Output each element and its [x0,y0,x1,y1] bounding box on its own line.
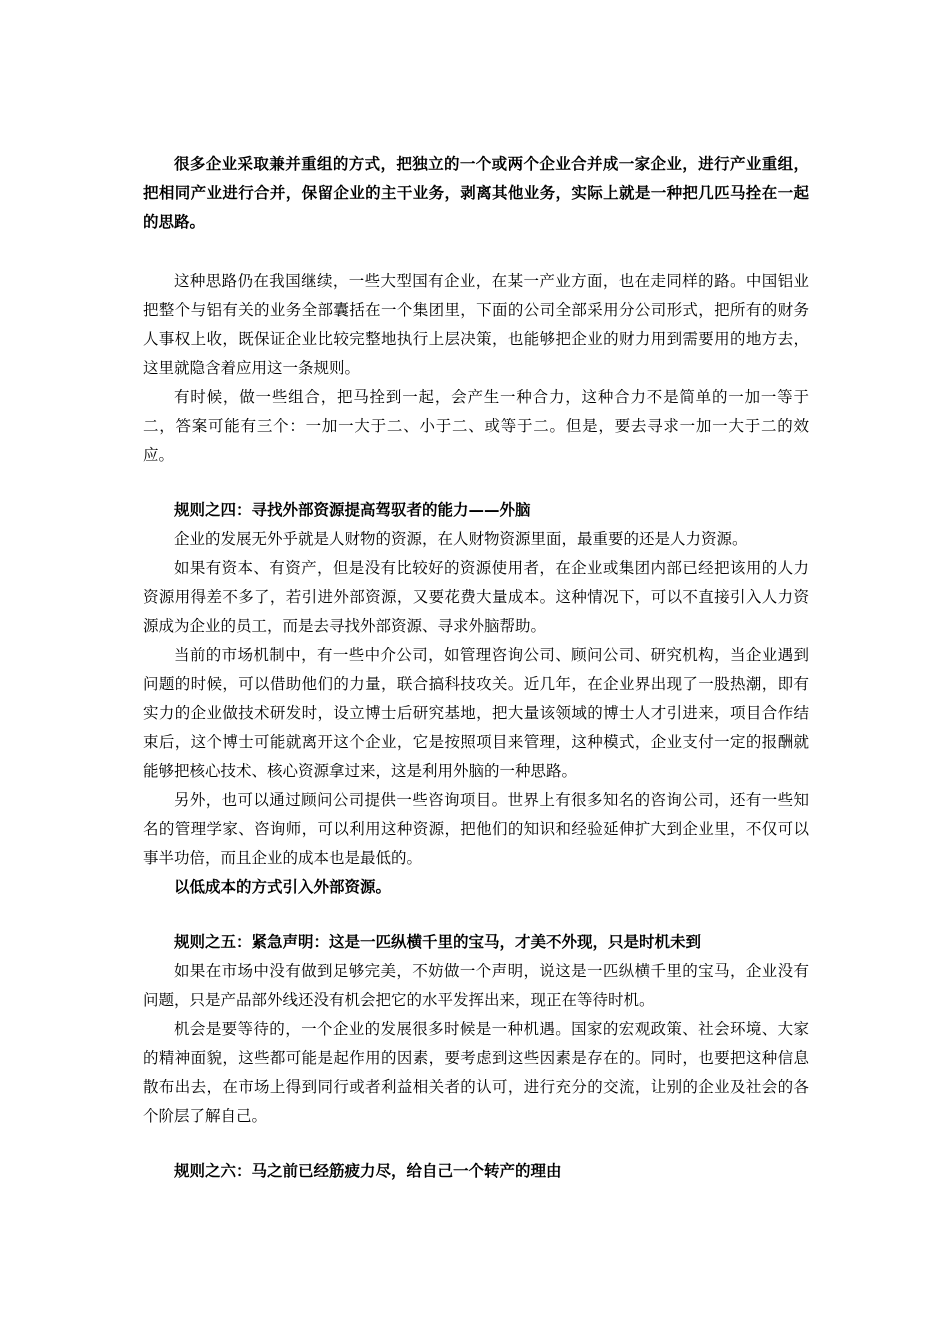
section-heading-rule-4: 规则之四：寻找外部资源提高驾驭者的能力——外脑 [174,501,531,519]
paragraph-intro-bold: 很多企业采取兼并重组的方式，把独立的一个或两个企业合并成一家企业，进行产业重组，把相同产业进行合并，保留企业的主干业务，剥离其他业务，实际上就是一种把几匹马拴在一起的思路。 [143,155,809,231]
paragraph: 有时候，做一些组合，把马拴到一起，会产生一种合力，这种合力不是简单的一加一等于二，答案可能有三个：一加一大于二、小于二、或等于二。但是，要去寻求一加一大于二的效应。 [143,388,809,464]
paragraph: 这种思路仍在我国继续，一些大型国有企业，在某一产业方面，也在走同样的路。中国铝业把整个与铝有关的业务全部囊括在一个集团里，下面的公司全部采用分公司形式，把所有的财务人事权上收，既保证企业比较完整地执行上层决策，也能够把企业的财力用到需要用的地方去，这里就隐含着应用这一条规则。 [143,272,809,377]
paragraph: 机会是要等待的，一个企业的发展很多时候是一种机遇。国家的宏观政策、社会环境、大家的精神面貌，这些都可能是起作用的因素，要考虑到这些因素是存在的。同时，也要把这种信息散布出去，在市场上得到同行或者利益相关者的认可，进行充分的交流，让别的企业及社会的各个阶层了解自己。 [143,1020,809,1125]
paragraph: 当前的市场机制中，有一些中介公司，如管理咨询公司、顾问公司、研究机构，当企业遇到问题的时候，可以借助他们的力量，联合搞科技攻关。近几年，在企业界出现了一股热潮，即有实力的企业做技术研发时，设立博士后研究基地，把大量该领域的博士人才引进来，项目合作结束后，这个博士可能就离开这个企业，它是按照项目来管理，这种模式，企业支付一定的报酬就能够把核心技术、核心资源拿过来，这是利用外脑的一种思路。 [143,646,809,780]
paragraph: 企业的发展无外乎就是人财物的资源，在人财物资源里面，最重要的还是人力资源。 [174,530,748,548]
section-heading-rule-6: 规则之六：马之前已经筋疲力尽，给自己一个转产的理由 [174,1162,562,1180]
paragraph: 如果在市场中没有做到足够完美，不妨做一个声明，说这是一匹纵横千里的宝马，企业没有问题，只是产品部外线还没有机会把它的水平发挥出来，现正在等待时机。 [143,962,809,1009]
paragraph-emphasis: 以低成本的方式引入外部资源。 [174,878,392,896]
paragraph: 如果有资本、有资产，但是没有比较好的资源使用者，在企业或集团内部已经把该用的人力资源用得差不多了，若引进外部资源，又要花费大量成本。这种情况下，可以不直接引入人力资源成为企业的员工，而是去寻找外部资源、寻求外脑帮助。 [143,559,809,635]
paragraph: 另外，也可以通过顾问公司提供一些咨询项目。世界上有很多知名的咨询公司，还有一些知名的管理学家、咨询师，可以利用这种资源，把他们的知识和经验延伸扩大到企业里，不仅可以事半功倍，而且企业的成本也是最低的。 [143,791,809,867]
section-heading-rule-5: 规则之五：紧急声明：这是一匹纵横千里的宝马，才美不外现，只是时机未到 [174,933,702,951]
document-body [143,150,809,1186]
